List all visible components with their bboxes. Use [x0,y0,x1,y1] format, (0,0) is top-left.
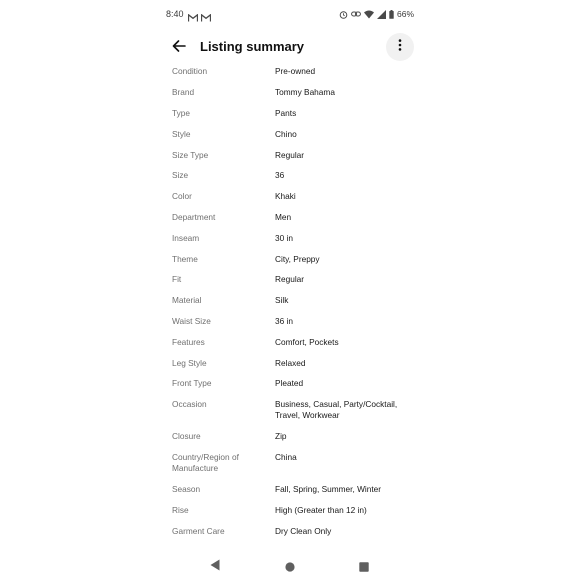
signal-icon [377,10,386,19]
spec-value: Pre-owned [275,66,316,76]
spec-value: Pleated [275,378,304,388]
app-bar [160,30,420,66]
spec-value: City, Preppy [275,254,320,264]
spec-row [172,316,412,327]
status-time: 8:40 [166,9,184,19]
spec-value: Khaki [275,191,296,201]
notification-icons [188,9,211,17]
spec-value: Comfort, Pockets [275,337,339,347]
phone-screen [160,0,420,580]
spec-label: Condition [172,66,208,76]
spec-value: 36 in [275,316,293,326]
spec-value: Chino [275,129,297,139]
spec-label: Features [172,337,205,347]
nav-recents-icon[interactable] [359,559,369,577]
spec-label: Material [172,295,202,305]
spec-label: Fit [172,274,182,284]
more-options-button[interactable] [386,33,414,61]
spec-value: Relaxed [275,358,306,368]
spec-value: 30 in [275,233,293,243]
spec-label: Closure [172,431,201,441]
spec-label: Inseam [172,233,200,243]
spec-value: 36 [275,170,285,180]
spec-value: Tommy Bahama [275,87,335,97]
link-icon [351,10,361,18]
spec-row [172,337,412,348]
spec-label: Leg Style [172,358,207,368]
spec-label: Front Type [172,378,212,388]
spec-row [172,399,412,421]
wifi-icon [364,10,374,19]
spec-row [172,254,412,265]
spec-label: Style [172,129,191,139]
spec-label: Theme [172,254,198,264]
spec-row [172,378,412,389]
spec-label: Type [172,108,190,118]
spec-label: Season [172,484,201,494]
nav-back-icon[interactable] [210,558,220,576]
gmail-icon [201,9,211,17]
system-icons [339,9,414,19]
spec-row [172,484,412,495]
nav-home-icon[interactable] [285,559,295,577]
spec-label: Occasion [172,399,207,409]
spec-value: Men [275,212,292,222]
spec-row [172,87,412,98]
spec-row [172,66,412,77]
spec-value: High (Greater than 12 in) [275,505,367,515]
spec-label: Rise [172,505,189,515]
gmail-icon [188,9,198,17]
spec-label: Country/Region of Manufacture [172,452,239,473]
spec-label: Waist Size [172,316,211,326]
spec-row [172,452,412,474]
spec-label: Size Type [172,150,209,160]
spec-row [172,505,412,516]
spec-label: Brand [172,87,195,97]
spec-value: Dry Clean Only [275,526,332,536]
spec-row [172,233,412,244]
spec-value: Regular [275,150,305,160]
alarm-icon [339,10,348,19]
status-bar [160,0,420,30]
spec-value: Silk [275,295,289,305]
spec-label: Department [172,212,216,222]
spec-value: Pants [275,108,297,118]
battery-icon [389,10,394,19]
more-vertical-icon [398,38,402,56]
spec-value: Fall, Spring, Summer, Winter [275,484,382,494]
back-button[interactable] [170,39,188,57]
spec-row [172,191,412,202]
spec-row [172,212,412,223]
spec-row [172,358,412,369]
spec-row [172,129,412,140]
battery-percent: 66% [396,9,414,19]
spec-value: Zip [275,431,287,441]
spec-row [172,170,412,181]
page-title: Listing summary [200,39,305,54]
spec-value: China [275,452,297,462]
spec-row [172,274,412,285]
spec-row [172,295,412,306]
spec-row [172,108,412,119]
spec-label: Color [172,191,192,201]
spec-label: Size [172,170,189,180]
spec-value: Regular [275,274,305,284]
spec-label: Garment Care [172,526,225,536]
spec-row [172,526,412,537]
spec-row [172,150,412,161]
spec-value: Business, Casual, Party/Cocktail, Travel, Workwear [275,399,398,420]
spec-row [172,431,412,442]
system-nav-bar [160,552,420,576]
arrow-left-icon [172,39,186,57]
